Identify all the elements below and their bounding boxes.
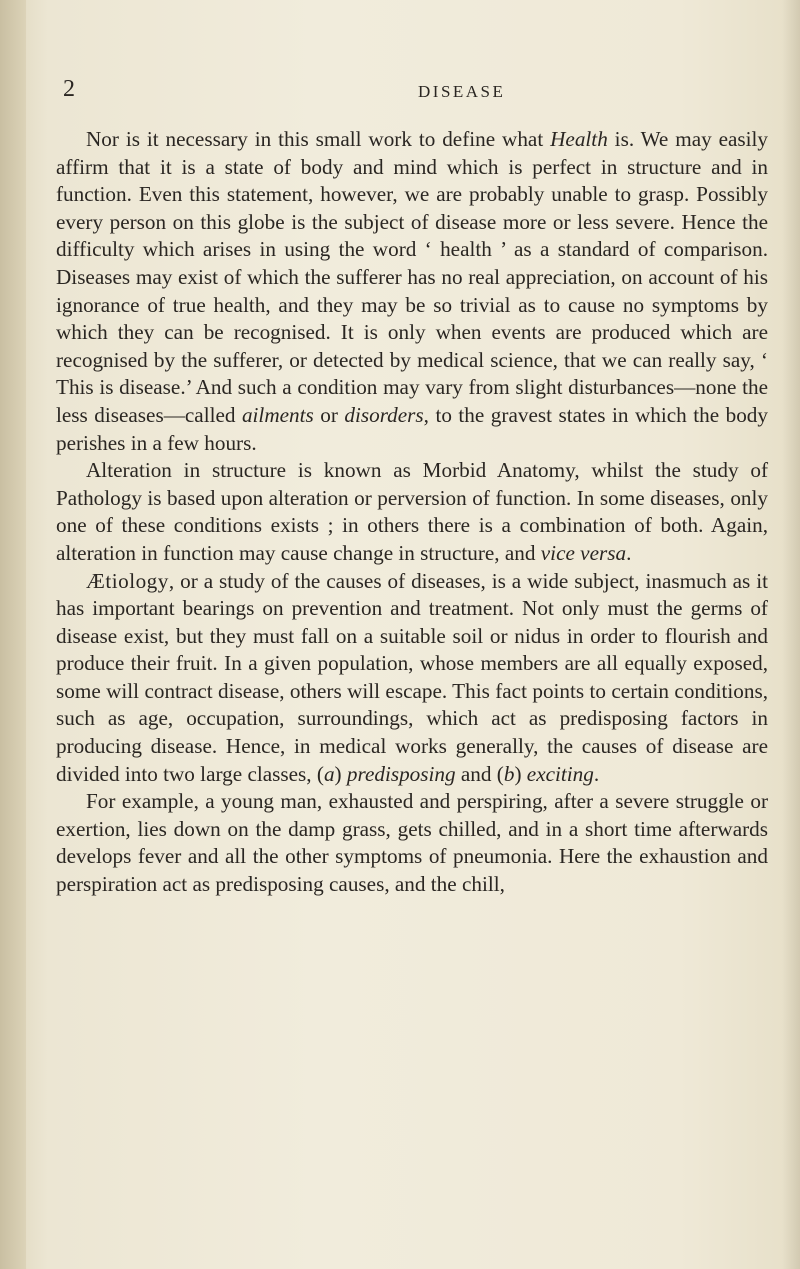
paragraph — [56, 788, 768, 898]
text-run: or — [313, 402, 345, 427]
italic-text: disorders — [344, 402, 424, 427]
italic-text: a — [323, 761, 335, 786]
text-run: ) — [514, 761, 527, 786]
text-run: is. We may easily affirm that it is a state of body and mind which is perfect in structure and in function. Even this statement, however, we are probably unable to grasp. Possibly every person on this globe is the subject of disease more or less severe. Hence the difficulty which arises in using the word ‘ health ’ as a standard of comparison. Diseases may exist of which the sufferer has no real appreciation, on account of his ignorance of true health, and they may be so trivial as to cause no symptoms by which they can be recognised. It is only when events are produced which are recognised by the sufferer, or detected by medical science, that we can really say, ‘ This is disease.’ And such a condition may vary from slight disturbances—none the less diseases—called — [56, 127, 768, 427]
text-run: , to the gravest states in which the body perishes in a few hours. — [56, 402, 768, 455]
text-run: . — [626, 540, 632, 565]
text-run: Nor is it necessary in this small work to define what — [86, 127, 551, 151]
text-run: ) — [334, 761, 347, 786]
italic-text: b — [503, 761, 515, 786]
term-text: Ætiology — [86, 568, 169, 593]
page-number: 2 — [63, 76, 75, 102]
text-run: , or a study of the causes of diseases, is a wide subject, inasmuch as it has important bearings on prevention and treatment. Not only must the germs of disease exist, but they must fall on a suitable soil or nidus in order to flourish and produce their fruit. In a given population, whose members are all equally exposed, some will contract disease, others will escape. This fact points to certain conditions, such as age, occupation, surroundings, which act as predisposing factors in producing disease. Hence, in medical works generally, the causes of disease are divided into two large classes, ( — [56, 568, 768, 786]
paragraph — [56, 457, 768, 567]
text-run: and ( — [455, 761, 504, 786]
italic-text: vice versa — [540, 540, 627, 565]
running-head: DISEASE — [418, 82, 506, 101]
paragraph — [56, 568, 768, 789]
text-run: For example, a young man, exhausted and perspiring, after a severe struggle or exertion, lies down on the damp grass, gets chilled, and in a short time afterwards develops fever and all the other symptoms of pneumonia. Here the exhaustion and perspiration act as predisposing causes, and the chill, — [56, 789, 768, 897]
body-text — [56, 126, 768, 899]
italic-text: ailments — [241, 402, 314, 427]
text-run: Alteration in structure is known as Morbid Anatomy, whilst the study of Pathology is based upon alteration or perversion of function. In some diseases, only one of these conditions exists ; in others there is a combination of both. Again, alteration in function may cause change in structure, and — [56, 458, 768, 565]
page-edge-shadow — [782, 0, 800, 1269]
page-gutter-shadow — [0, 0, 26, 1269]
italic-text: Health — [550, 127, 608, 151]
paragraph — [56, 126, 768, 457]
italic-text: exciting — [526, 761, 594, 786]
text-run: . — [593, 761, 600, 786]
italic-text: predisposing — [346, 761, 456, 786]
page-header — [0, 78, 800, 108]
